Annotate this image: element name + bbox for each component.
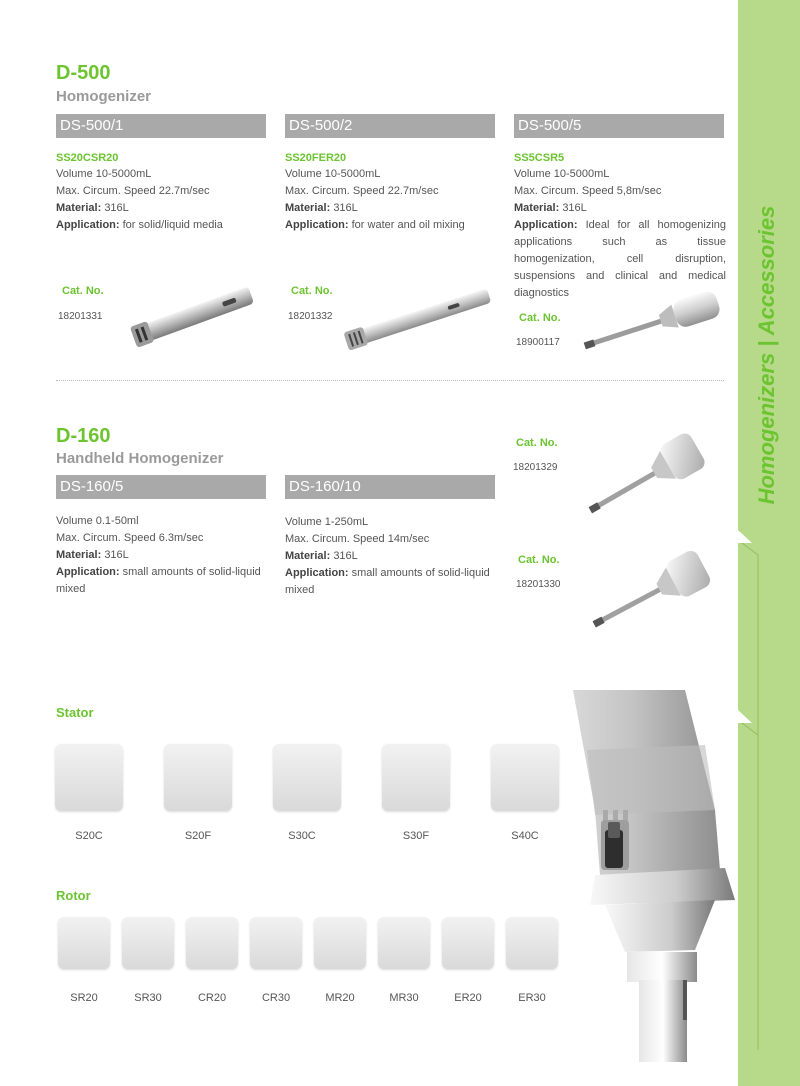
material-label: Material: [56,202,102,214]
material-line [56,547,268,564]
sidebar-decoration [738,0,800,1086]
stator-label: S20F [184,830,212,842]
stator-label: S40C [511,830,539,842]
material-line [56,200,271,217]
rotor-thumb [250,917,302,969]
material-value: 316L [104,549,129,561]
volume-text: Volume 1-250mL [285,516,369,528]
volume-text: Volume 10-5000mL [285,168,381,180]
stator-thumb [55,744,123,811]
small-disperser-image [580,548,710,638]
material-value: 316L [104,202,129,214]
stator-thumb [164,744,232,811]
application-label: Application: [285,567,349,579]
spec-block [514,166,726,302]
rotor-thumb [506,917,558,969]
rotor-label: MR30 [389,992,419,1004]
spec-block [285,514,497,599]
rotor-thumb [378,917,430,969]
speed-text: Max. Circum. Speed 5,8m/sec [514,185,662,197]
rotor-label: ER30 [518,992,546,1004]
spec-block [285,166,500,234]
application-value: Ideal for all homogenizing applications such as tissue homogenization, cell disruption, suspensions and clinical and medical diagnostics [514,219,726,299]
part-code: SS5CSR5 [514,152,565,164]
part-code: SS20FER20 [285,152,347,164]
rotor-thumb [122,917,174,969]
cat-label: Cat. No. [516,437,558,449]
disperser-tool-image [335,285,495,355]
cat-number: 18201329 [513,462,558,473]
cat-label: Cat. No. [291,285,333,297]
cat-number: 18201330 [516,579,561,590]
model-bar-ds160-5: DS-160/5 [56,475,266,499]
material-value: 316L [333,550,358,562]
rotor-label: CR20 [197,992,227,1004]
part-code: SS20CSR20 [56,152,119,164]
volume-text: Volume 10-5000mL [56,168,152,180]
model-bar-ds500-5: DS-500/5 [514,114,724,138]
application-value: for water and oil mixing [351,219,465,231]
material-label: Material: [285,202,331,214]
volume-text: Volume 0.1-50ml [56,515,139,527]
cat-number: 18201332 [288,311,333,322]
application-value: for solid/liquid media [122,219,223,231]
model-bar-ds160-10: DS-160/10 [285,475,495,499]
application-value: small amounts of solid-liquid mixed [56,566,261,595]
cat-number: 18201331 [58,311,103,322]
speed-text: Max. Circum. Speed 6.3m/sec [56,532,204,544]
stator-label: S30C [288,830,316,842]
d500-subtitle: Homogenizer [56,88,152,105]
application-line [56,564,268,598]
speed-text: Max. Circum. Speed 14m/sec [285,533,430,545]
stator-thumb [382,744,450,811]
application-line [285,565,497,599]
small-disperser-image [575,432,705,522]
model-bar-ds500-1: DS-500/1 [56,114,266,138]
application-label: Application: [285,219,349,231]
material-line [285,548,497,565]
model-bar-ds500-2: DS-500/2 [285,114,495,138]
material-line [514,200,726,217]
rotor-label: SR30 [134,992,162,1004]
application-label: Application: [56,566,120,578]
d160-subtitle: Handheld Homogenizer [56,450,224,467]
speed-text: Max. Circum. Speed 22.7m/sec [56,185,210,197]
spec-block [56,166,271,234]
cat-label: Cat. No. [62,285,104,297]
rotor-thumb [314,917,366,969]
rotor-thumb [442,917,494,969]
cat-number: 18900117 [516,337,560,348]
material-label: Material: [514,202,560,214]
disperser-tool-image [120,280,260,355]
material-label: Material: [56,549,102,561]
d160-title: D-160 [56,425,111,447]
section-divider [56,380,724,381]
sidebar-title: Homogenizers | Accessories [754,205,779,505]
d500-title: D-500 [56,62,111,84]
cat-label: Cat. No. [519,312,561,324]
stator-thumb [491,744,559,811]
rotor-heading: Rotor [56,888,91,903]
material-label: Material: [285,550,331,562]
disperser-tool-image [575,288,725,353]
rotor-label: MR20 [325,992,355,1004]
homogenizer-device-image [565,690,738,1062]
material-line [285,200,500,217]
speed-text: Max. Circum. Speed 22.7m/sec [285,185,439,197]
rotor-label: ER20 [454,992,482,1004]
rotor-thumb [58,917,110,969]
application-label: Application: [514,219,578,231]
application-label: Application: [56,219,120,231]
cat-label: Cat. No. [518,554,560,566]
application-line [56,217,271,234]
stator-label: S20C [75,830,103,842]
stator-thumb [273,744,341,811]
volume-text: Volume 10-5000mL [514,168,610,180]
rotor-label: CR30 [261,992,291,1004]
spec-block [56,513,268,598]
application-value: small amounts of solid-liquid mixed [285,567,490,596]
rotor-thumb [186,917,238,969]
stator-label: S30F [402,830,430,842]
application-line [285,217,500,234]
rotor-label: SR20 [70,992,98,1004]
material-value: 316L [333,202,358,214]
stator-heading: Stator [56,705,94,720]
material-value: 316L [562,202,587,214]
